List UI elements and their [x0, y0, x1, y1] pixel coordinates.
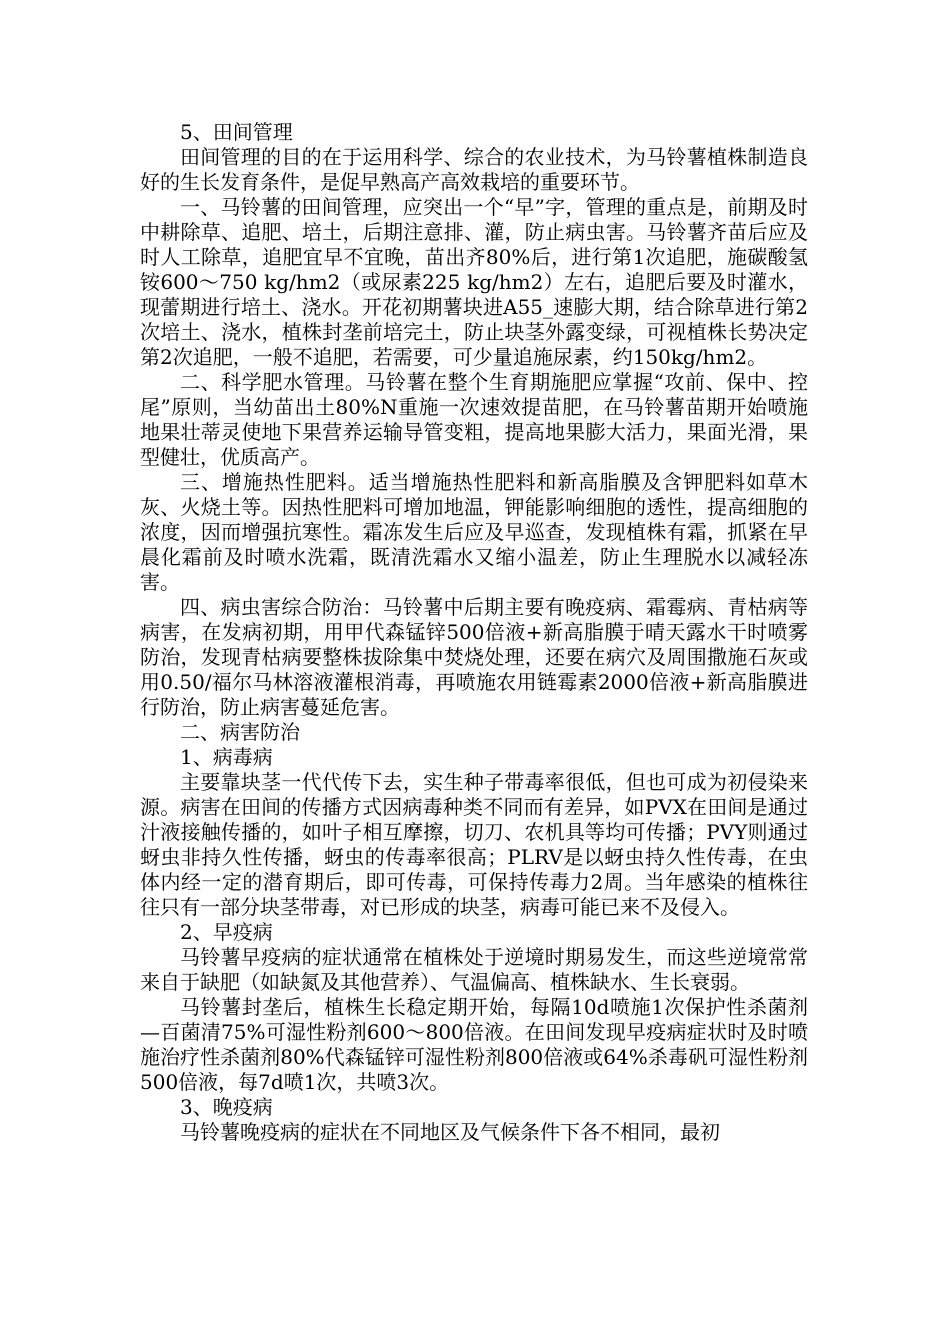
paragraph-late-blight: 马铃薯晚疫病的症状在不同地区及气候条件下各不相同，最初	[180, 1120, 720, 1144]
paragraph-thermal-fertilizer: 三、增施热性肥料。适当增施热性肥料和新高脂膜及含钾肥料如草木灰、火烧土等。因热性肥料可增加地温，钾能影响细胞的透性，提高细胞的浓度，因而增强抗寒性。霜冻发生后应及早巡查，发现植株有霜，抓紧在早晨化霜前及时喷水洗霜，既清洗霜水又缩小温差，防止生理脱水以减轻冻害。	[140, 470, 808, 594]
subheading-virus-disease: 1、病毒病	[180, 745, 273, 769]
paragraph-field-management-purpose: 田间管理的目的在于运用科学、综合的农业技术，为马铃薯植株制造良好的生长发育条件，是促早熟高产高效栽培的重要环节。	[140, 145, 808, 194]
document-page	[140, 120, 808, 1145]
subheading-early-blight: 2、早疫病	[180, 920, 273, 944]
section-heading-disease-control: 二、病害防治	[180, 720, 300, 744]
section-heading-field-management: 5、田间管理	[180, 120, 293, 144]
paragraph-early-management: 一、马铃薯的田间管理，应突出一个“早”字，管理的重点是，前期及时中耕除草、追肥、培土，后期注意排、灌，防止病虫害。马铃薯齐苗后应及时人工除草，追肥宜早不宜晚，苗出齐80%后，进行第1次追肥，施碳酸氢铵600～750 kg/hm2（或尿素225 kg/hm2）左右，追肥后要及时灌水，现蕾期进行培土、浇水。开花初期薯块进A55_速膨大期，结合除草进行第2次培土、浇水，植株封垄前培完土，防止块茎外露变绿，可视植株长势决定第2次追肥，一般不追肥，若需要，可少量追施尿素，约150kg/hm2。	[140, 195, 808, 369]
paragraph-pest-control: 四、病虫害综合防治：马铃薯中后期主要有晚疫病、霜霉病、青枯病等病害，在发病初期，用甲代森锰锌500倍液+新高脂膜于晴天露水干时喷雾防治，发现青枯病要整株拔除集中焚烧处理，还要在病穴及周围撒施石灰或用0.50/福尔马林溶液灌根消毒，再喷施农用链霉素2000倍液+新高脂膜进行防治，防止病害蔓延危害。	[140, 595, 808, 719]
subheading-late-blight: 3、晚疫病	[180, 1095, 273, 1119]
paragraph-early-blight-treatment: 马铃薯封垄后，植株生长稳定期开始，每隔10d喷施1次保护性杀菌剂—百菌清75%可湿性粉剂600～800倍液。在田间发现早疫病症状时及时喷施治疗性杀菌剂80%代森锰锌可湿性粉剂800倍液或64%杀毒矾可湿性粉剂500倍液，每7d喷1次，共喷3次。	[140, 995, 808, 1094]
paragraph-early-blight-symptoms: 马铃薯早疫病的症状通常在植株处于逆境时期易发生，而这些逆境常常来自于缺肥（如缺氮及其他营养）、气温偏高、植株缺水、生长衰弱。	[140, 945, 808, 994]
paragraph-fertilizer-water: 二、科学肥水管理。马铃薯在整个生育期施肥应掌握“攻前、保中、控尾”原则，当幼苗出土80%N重施一次速效提苗肥，在马铃薯苗期开始喷施地果壮蒂灵使地下果营养运输导管变粗，提高地果膨大活力，果面光滑，果型健壮，优质高产。	[140, 370, 808, 469]
paragraph-virus-disease: 主要靠块茎一代代传下去，实生种子带毒率很低，但也可成为初侵染来源。病害在田间的传播方式因病毒种类不同而有差异，如PVX在田间是通过汁液接触传播的，如叶子相互摩擦，切刀、农机具等均可传播；PVY则通过蚜虫非持久性传播，蚜虫的传毒率很高；PLRV是以蚜虫持久性传毒，在虫体内经一定的潜育期后，即可传毒，可保持传毒力2周。当年感染的植株往往只有一部分块茎带毒，对已形成的块茎，病毒可能已来不及侵入。	[140, 770, 808, 919]
